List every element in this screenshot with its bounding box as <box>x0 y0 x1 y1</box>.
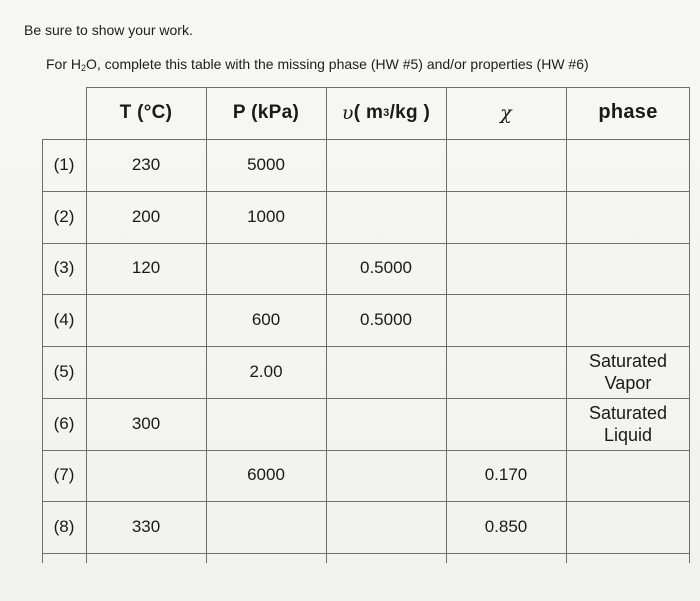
quality-symbol: χ <box>500 102 512 124</box>
row-label: (6) <box>53 413 75 433</box>
temperature-cell: 330 <box>131 517 161 537</box>
row-label: (4) <box>53 310 75 330</box>
row-label: (1) <box>53 154 75 174</box>
volume-cell <box>326 139 446 191</box>
phase-cell <box>566 243 690 295</box>
quality-cell <box>446 139 566 191</box>
table-row-divider <box>42 553 690 554</box>
table-top-border <box>86 87 690 88</box>
temperature-cell <box>86 294 206 346</box>
phase-cell <box>566 501 690 553</box>
pressure-cell: 2.00 <box>249 361 283 381</box>
phase-cell <box>566 191 690 243</box>
row-label: (8) <box>53 517 75 537</box>
row-label: (7) <box>53 465 75 485</box>
row-label: (5) <box>53 361 75 381</box>
volume-cell: 0.5000 <box>360 310 412 330</box>
quality-cell <box>446 243 566 295</box>
phase-cell <box>566 294 690 346</box>
temperature-cell <box>86 346 206 398</box>
volume-cell <box>326 398 446 450</box>
row-label: (3) <box>53 258 75 278</box>
row-label: (2) <box>53 206 75 226</box>
statement-suffix: O, complete this table with the missing phase (HW #5) and/or properties (HW #6) <box>86 56 589 72</box>
temperature-cell: 300 <box>131 413 161 433</box>
volume-cell: 0.5000 <box>360 258 412 278</box>
temperature-cell: 230 <box>131 154 161 174</box>
statement-prefix: For H <box>46 56 81 72</box>
pressure-cell <box>206 398 326 450</box>
volume-cell <box>326 191 446 243</box>
header-phase: phase <box>598 101 658 123</box>
quality-cell <box>446 191 566 243</box>
instruction-text: Be sure to show your work. <box>24 22 193 38</box>
quality-cell <box>446 398 566 450</box>
phase-cell <box>566 139 690 191</box>
quality-cell: 0.850 <box>484 517 528 537</box>
quality-cell <box>446 346 566 398</box>
volume-unit-open: ( m <box>353 102 384 123</box>
property-table <box>42 87 690 563</box>
pressure-cell <box>206 501 326 553</box>
problem-statement <box>46 56 589 73</box>
pressure-cell: 5000 <box>247 154 285 174</box>
phase-cell: Saturated Vapor <box>588 350 668 393</box>
temperature-cell: 120 <box>131 258 161 278</box>
phase-cell: Saturated Liquid <box>588 402 668 445</box>
header-quality <box>446 87 566 139</box>
temperature-cell <box>86 450 206 502</box>
header-pressure: P (kPa) <box>232 102 300 123</box>
header-specific-volume: υ ( m 3 /kg ) <box>341 102 431 124</box>
volume-cell <box>326 346 446 398</box>
volume-unit-close: /kg ) <box>389 102 431 123</box>
volume-cell <box>326 450 446 502</box>
pressure-cell: 600 <box>251 310 281 330</box>
header-temperature: T (°C) <box>119 102 173 123</box>
pressure-cell: 1000 <box>247 206 285 226</box>
quality-cell: 0.170 <box>484 465 528 485</box>
temperature-cell: 200 <box>131 206 161 226</box>
pressure-cell <box>206 243 326 295</box>
volume-cell <box>326 501 446 553</box>
quality-cell <box>446 294 566 346</box>
volume-symbol: υ <box>341 102 354 124</box>
phase-cell <box>566 450 690 502</box>
statement-subscript: 2 <box>81 63 87 73</box>
pressure-cell: 6000 <box>247 465 285 485</box>
